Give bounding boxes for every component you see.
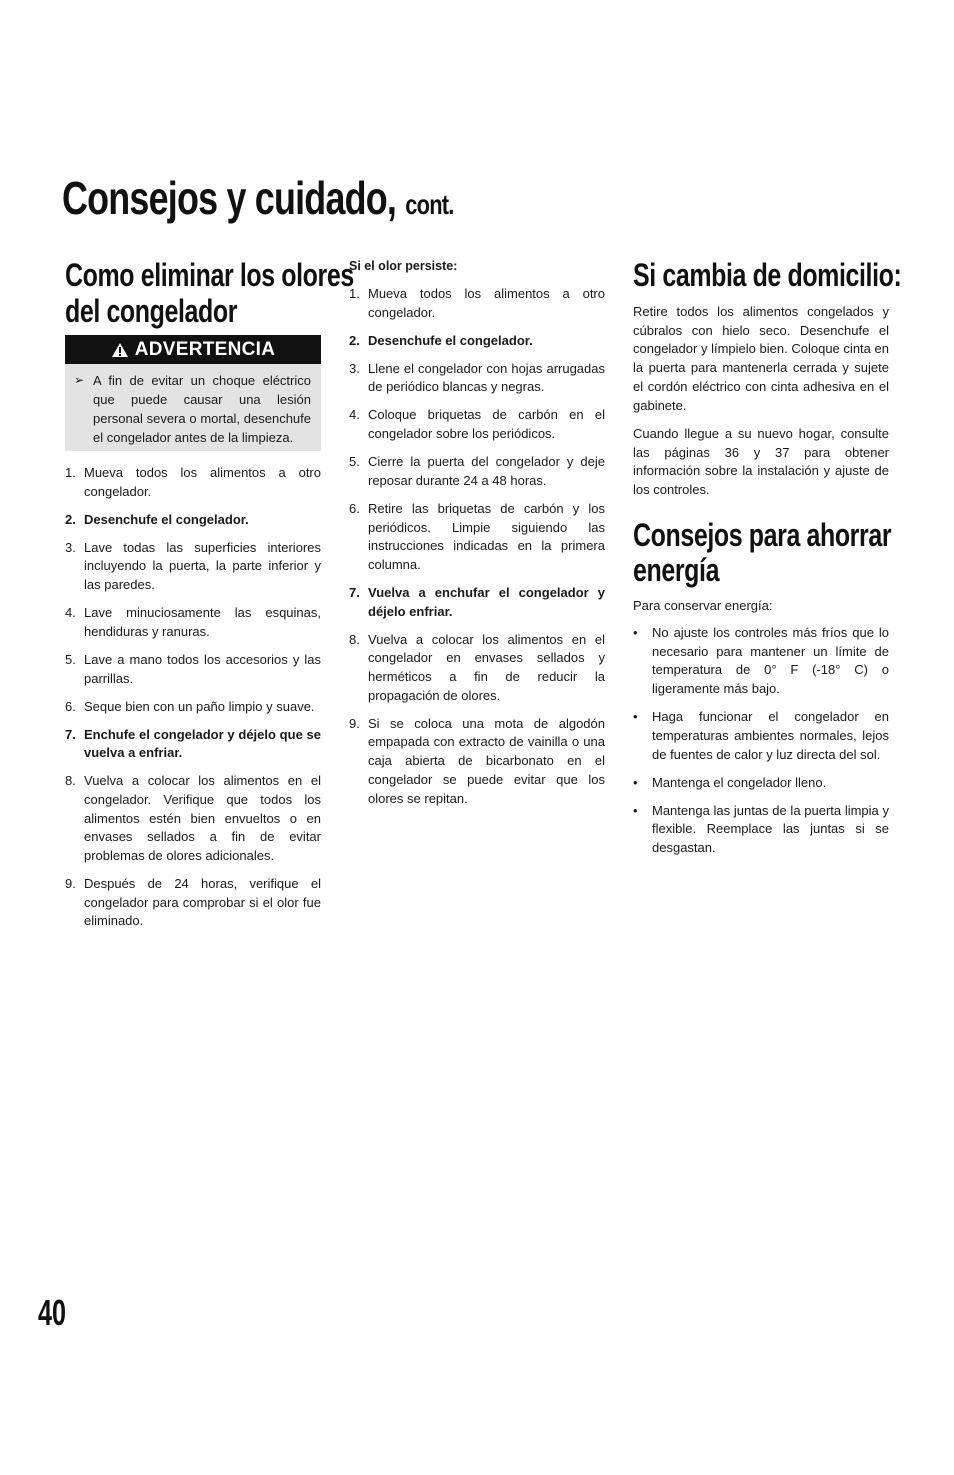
bullet-icon: • [633, 709, 638, 725]
bullet-icon: • [633, 802, 638, 818]
step-text: Lave a mano todos los accesorios y las parrillas. [84, 651, 321, 686]
tip-text: Mantenga el congelador lleno. [652, 774, 827, 790]
page-title [62, 168, 454, 235]
list-item [349, 715, 605, 809]
step-number: 7. [65, 726, 76, 742]
odors-title-line2: del congelador [65, 293, 238, 329]
step-number: 8. [349, 631, 360, 647]
step-text: Retire las briquetas de carbón y los periódicos. Limpie siguiendo las instrucciones indicadas en la primera columna. [368, 500, 605, 572]
page-title-cont: cont. [405, 189, 454, 220]
warning-triangle-icon [111, 342, 129, 358]
list-item [349, 584, 605, 621]
page-title-main: Consejos y cuidado, [62, 172, 397, 224]
energy-title-line2: energía [633, 552, 720, 588]
step-number: 1. [349, 286, 360, 301]
energy-title-line1: Consejos para ahorrar [633, 517, 892, 553]
step-number: 6. [349, 500, 360, 516]
moving-paragraph-1: Retire todos los alimentos congelados y cúbralos con hielo seco. Desenchufe el congelador y límpielo bien. Coloque cinta en la puerta para mantenerla cerrada y sujete el cordón eléctrico con cinta adhesiva en el gabinete. [633, 304, 889, 413]
persist-steps-list [349, 285, 605, 818]
step-number: 4. [349, 407, 360, 423]
step-number: 8. [65, 773, 76, 789]
list-item [349, 332, 605, 351]
step-text: Vuelva a colocar los alimentos en el congelador. Verifique que todos los alimentos estén bien envueltos o en envases sellados a fin de evitar problemas de olores adicionales. [84, 773, 321, 864]
step-number: 3. [349, 360, 360, 376]
step-number: 9. [65, 876, 76, 892]
energy-intro: Para conservar energía: [633, 598, 773, 613]
list-item [65, 726, 321, 763]
warning-text: A fin de evitar un choque eléctrico que puede causar una lesión personal severa o mortal, desenchufe el congelador antes de la limpieza. [93, 373, 311, 445]
step-text: Mueva todos los alimentos a otro congelador. [84, 465, 321, 499]
list-item [65, 651, 321, 688]
tip-text: Haga funcionar el congelador en temperaturas ambientes normales, lejos de fuentes de calor y luz directa del sol. [652, 709, 889, 762]
list-item [65, 539, 321, 595]
list-item [65, 464, 321, 501]
step-number: 1. [65, 465, 76, 480]
list-item [349, 500, 605, 575]
list-item [65, 511, 321, 530]
moving-title: Si cambia de domicilio: [633, 257, 902, 293]
energy-tips-list [633, 624, 889, 867]
list-item [633, 774, 889, 793]
step-text: Llene el congelador con hojas arrugadas de periódico blancas y negras. [368, 360, 605, 395]
list-item [349, 360, 605, 397]
list-item [349, 453, 605, 490]
warning-box [65, 335, 321, 451]
step-number: 5. [65, 651, 76, 667]
list-item [633, 708, 889, 764]
page-number: 40 [38, 1292, 67, 1333]
step-text: Desenchufe el congelador. [84, 511, 249, 527]
step-text: Coloque briquetas de carbón en el congelador sobre los periódicos. [368, 407, 605, 442]
list-item [633, 624, 889, 699]
tip-text: Mantenga las juntas de la puerta limpia y flexible. Reemplace las juntas si se desgastan. [652, 802, 889, 855]
step-number: 4. [65, 605, 76, 621]
step-text: Mueva todos los alimentos a otro congelador. [368, 286, 605, 320]
odors-title-line1: Como eliminar los olores [65, 257, 354, 293]
warning-heading: ADVERTENCIA [134, 338, 276, 360]
step-text: Lave minuciosamente las esquinas, hendiduras y ranuras. [84, 605, 321, 639]
warning-header [65, 335, 321, 364]
step-text: Después de 24 horas, verifique el congelador para comprobar si el olor fue eliminado. [84, 876, 321, 929]
arrow-bullet-icon: ➢ [74, 373, 85, 387]
list-item [349, 406, 605, 443]
step-text: Vuelva a enchufar el congelador y déjelo enfriar. [368, 584, 605, 619]
step-text: Desenchufe el congelador. [368, 332, 533, 348]
list-item [65, 772, 321, 866]
moving-paragraph-2: Cuando llegue a su nuevo hogar, consulte las páginas 36 y 37 para obtener información sobre la instalación y ajuste de los controles. [633, 426, 889, 498]
list-item [65, 875, 321, 931]
list-item [633, 802, 889, 858]
list-item [65, 604, 321, 641]
bullet-icon: • [633, 774, 638, 790]
list-item [65, 698, 321, 717]
step-text: Seque bien con un paño limpio y suave. [84, 698, 315, 714]
step-text: Si se coloca una mota de algodón empapada con extracto de vainilla o una caja abierta de bicarbonato en el congelador se puede evitar que los olores se repitan. [368, 715, 605, 806]
step-text: Cierre la puerta del congelador y deje reposar durante 24 a 48 horas. [368, 454, 605, 488]
list-item [349, 631, 605, 706]
tip-text: No ajuste los controles más fríos que lo necesario para mantener un límite de temperatura de 0° F (-18° C) o ligeramente más bajo. [652, 625, 889, 697]
step-number: 7. [349, 584, 360, 600]
warning-body [65, 364, 321, 447]
step-text: Lave todas las superficies interiores incluyendo la puerta, la parte inferior y las paredes. [84, 539, 321, 593]
step-number: 2. [349, 332, 360, 348]
step-number: 3. [65, 539, 76, 555]
step-number: 9. [349, 715, 360, 731]
step-number: 2. [65, 511, 76, 527]
step-text: Vuelva a colocar los alimentos en el congelador en envases sellados y herméticos a fin de reducir la propagación de olores. [368, 631, 605, 703]
list-item [349, 285, 605, 322]
step-number: 5. [349, 454, 360, 470]
cleaning-steps-list [65, 464, 321, 940]
bullet-icon: • [633, 625, 638, 640]
persist-heading: Si el olor persiste: [349, 259, 458, 273]
step-text: Enchufe el congelador y déjelo que se vuelva a enfriar. [84, 726, 321, 761]
step-number: 6. [65, 698, 76, 714]
